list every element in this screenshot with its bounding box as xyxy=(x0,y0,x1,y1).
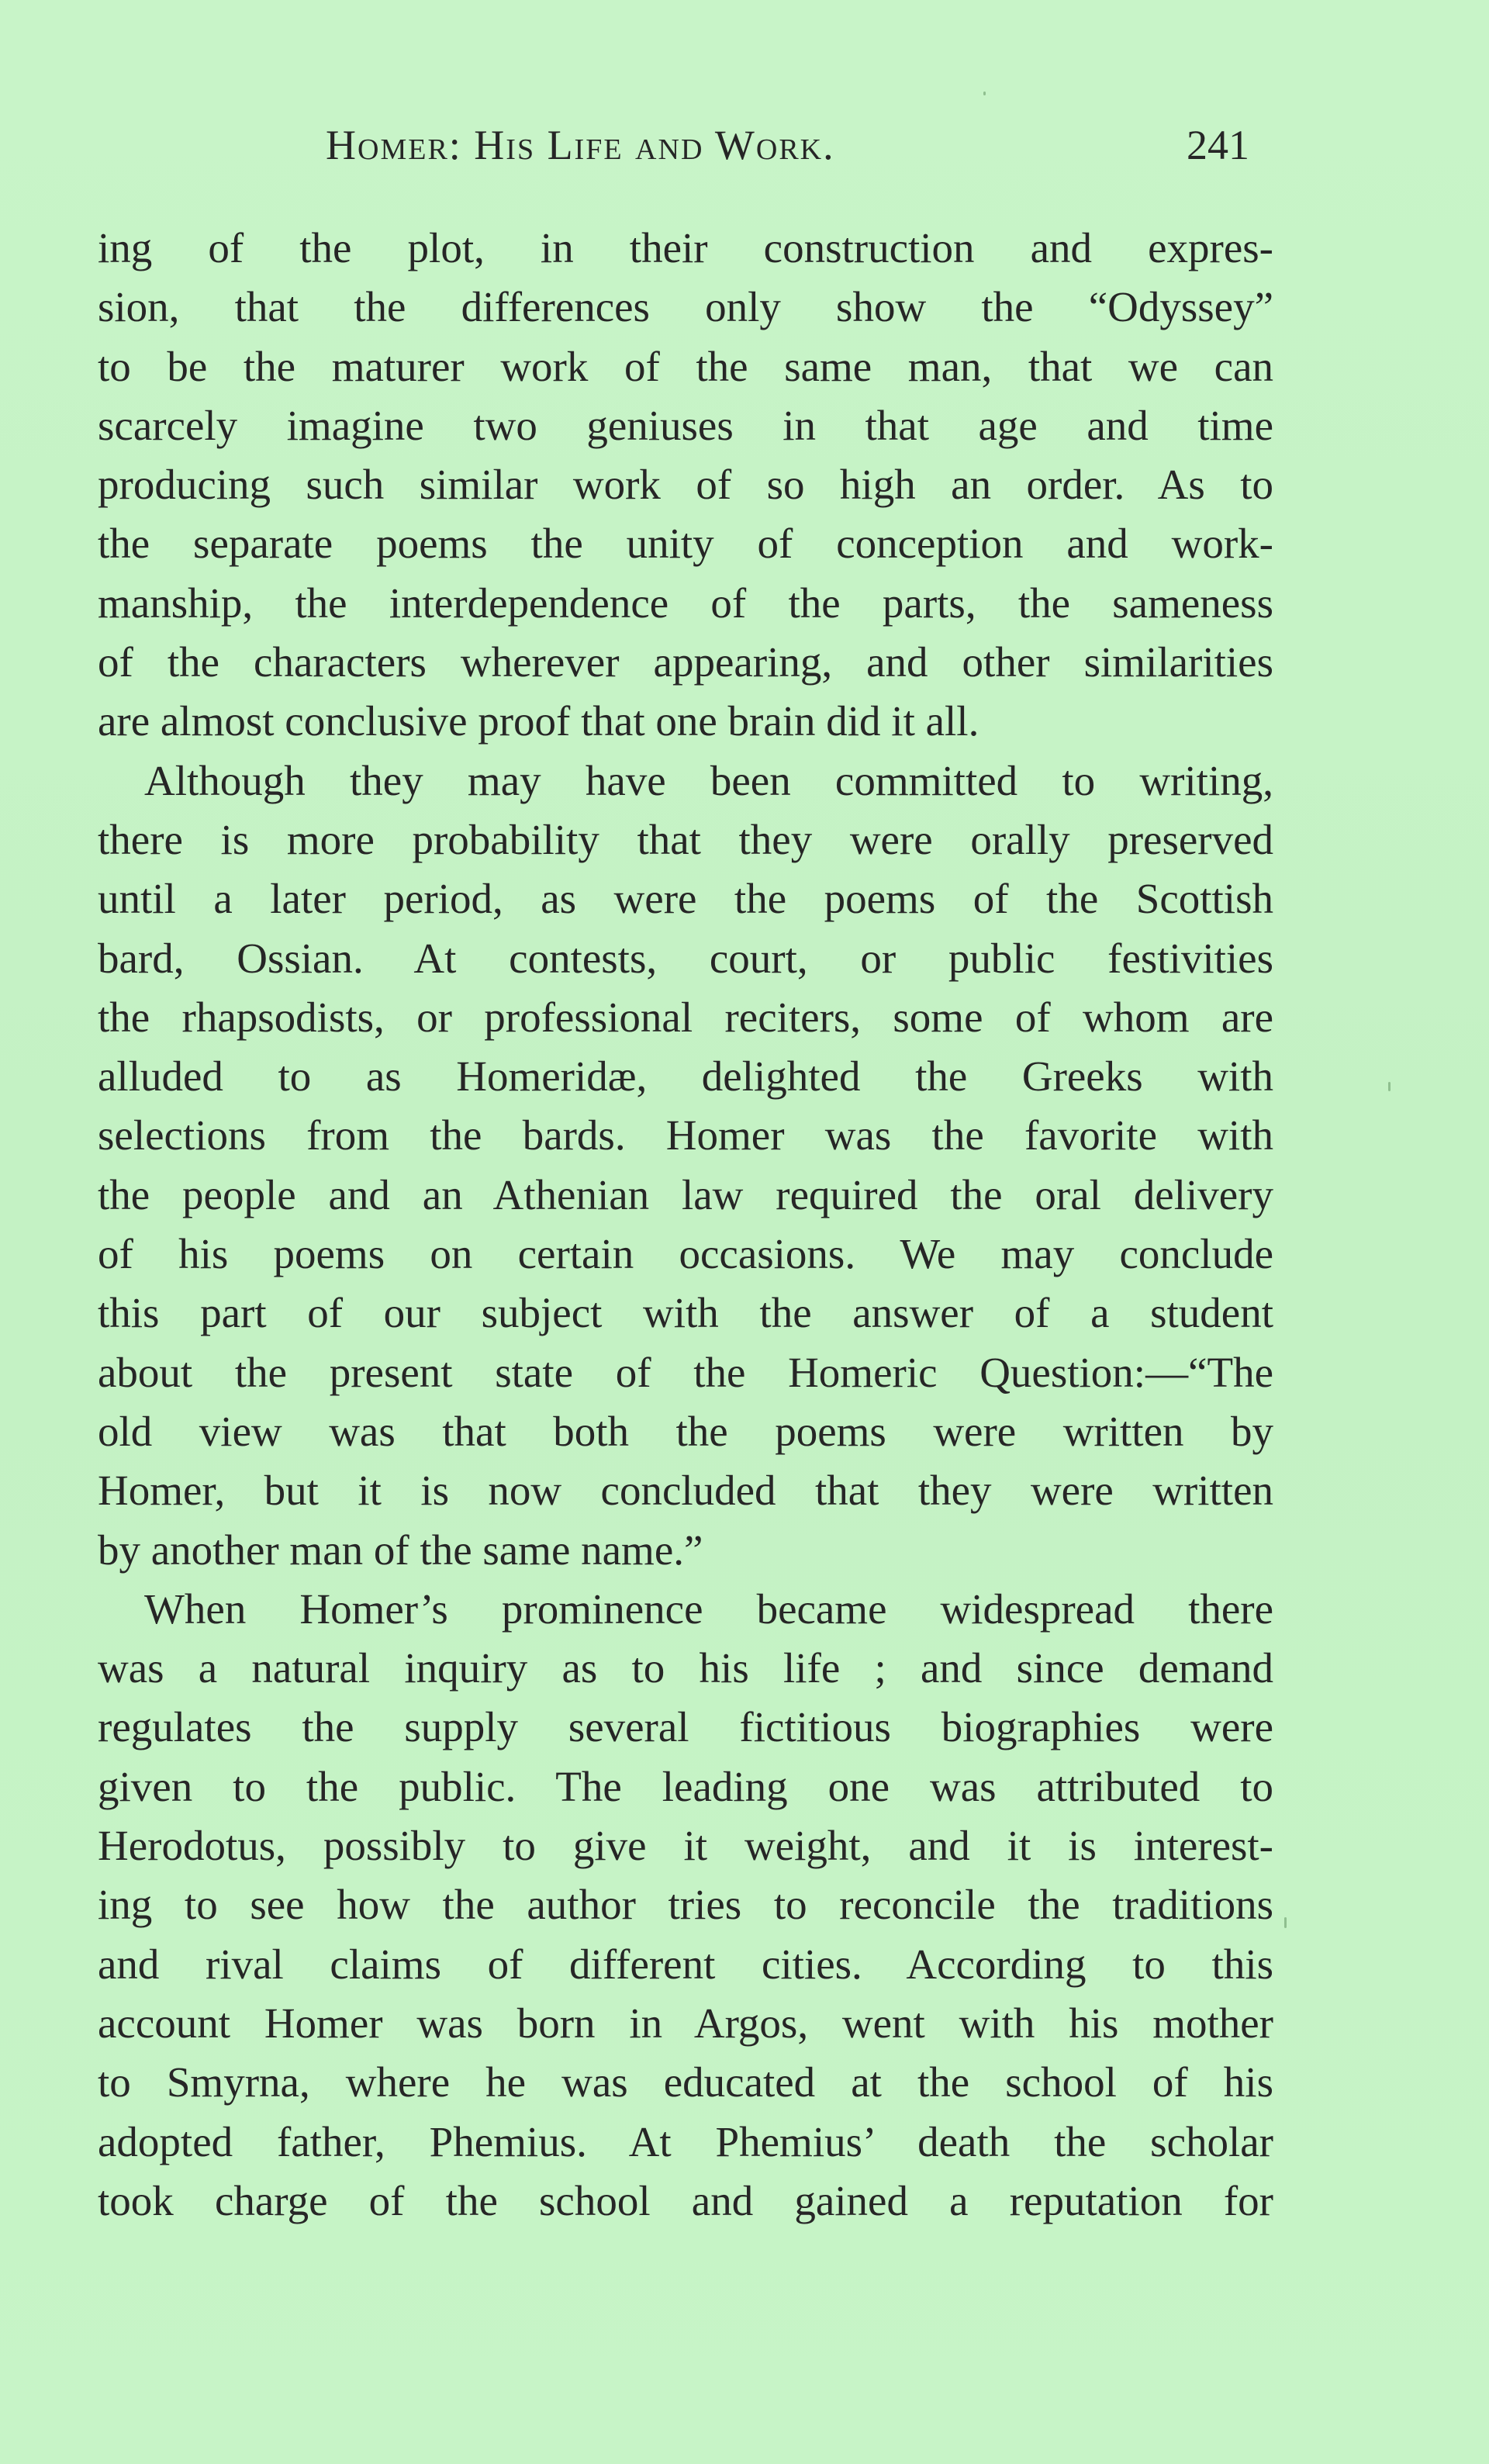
text-line: producing such similar work of so high an order. As to xyxy=(98,461,1273,509)
text-line: manship, the interdependence of the parts, the sameness xyxy=(98,579,1273,627)
text-line: by another man of the same name.” xyxy=(98,1526,703,1574)
page-number: 241 xyxy=(1187,122,1249,168)
text-line: was a natural inquiry as to his life ; and since demand xyxy=(98,1644,1273,1692)
text-line: about the present state of the Homeric Question:—“The xyxy=(98,1348,1273,1396)
text-line: account Homer was born in Argos, went with his mother xyxy=(98,1999,1273,2047)
text-line: of his poems on certain occasions. We may conclude xyxy=(98,1230,1273,1278)
text-line: When Homer’s prominence became widespread there xyxy=(144,1584,1273,1633)
paper-speck xyxy=(983,92,986,95)
text-line: this part of our subject with the answer of a student xyxy=(98,1289,1273,1337)
text-line: Although they may have been committed to writing, xyxy=(144,756,1273,804)
text-line: until a later period, as were the poems of the Scottish xyxy=(98,875,1273,923)
text-line: the people and an Athenian law required the oral delivery xyxy=(98,1170,1273,1218)
text-line: there is more probability that they were orally preserved xyxy=(98,815,1273,863)
text-line: given to the public. The leading one was attributed to xyxy=(98,1762,1273,1810)
text-line: Homer, but it is now concluded that they were written xyxy=(98,1467,1273,1515)
text-line: of the characters wherever appearing, and other similarities xyxy=(98,638,1273,686)
paper-speck xyxy=(1388,1082,1391,1091)
text-line: to Smyrna, where he was educated at the school of his xyxy=(98,2058,1273,2106)
body-text xyxy=(98,219,1273,2231)
text-line: are almost conclusive proof that one brain did it all. xyxy=(98,697,979,745)
text-line: to be the maturer work of the same man, that we can xyxy=(98,342,1273,390)
text-line: took charge of the school and gained a reputation for xyxy=(98,2176,1273,2224)
text-line: and rival claims of different cities. According to this xyxy=(98,1940,1273,1988)
text-line: scarcely imagine two geniuses in that age and time xyxy=(98,401,1273,449)
text-line: the separate poems the unity of conception and work- xyxy=(98,520,1273,568)
text-line: bard, Ossian. At contests, court, or public festivities xyxy=(98,934,1273,982)
text-line: sion, that the differences only show the “Odyssey” xyxy=(98,283,1273,331)
text-line: alluded to as Homeridæ, delighted the Greeks with xyxy=(98,1052,1273,1101)
text-line: regulates the supply several fictitious biographies were xyxy=(98,1703,1273,1751)
text-line: ing of the plot, in their construction and expres- xyxy=(98,224,1273,271)
text-line: Herodotus, possibly to give it weight, and it is interest- xyxy=(98,1822,1273,1870)
text-line: adopted father, Phemius. At Phemius’ death the scholar xyxy=(98,2117,1273,2165)
running-title: Homer: His Life and Work. xyxy=(326,122,835,168)
text-line: old view was that both the poems were written by xyxy=(98,1407,1273,1455)
paper-speck xyxy=(1284,1917,1287,1928)
running-head xyxy=(0,118,1489,172)
text-line: ing to see how the author tries to reconcile the traditions xyxy=(98,1881,1273,1929)
text-line: the rhapsodists, or professional reciters, some of whom are xyxy=(98,993,1273,1041)
text-line: selections from the bards. Homer was the favorite with xyxy=(98,1111,1273,1159)
